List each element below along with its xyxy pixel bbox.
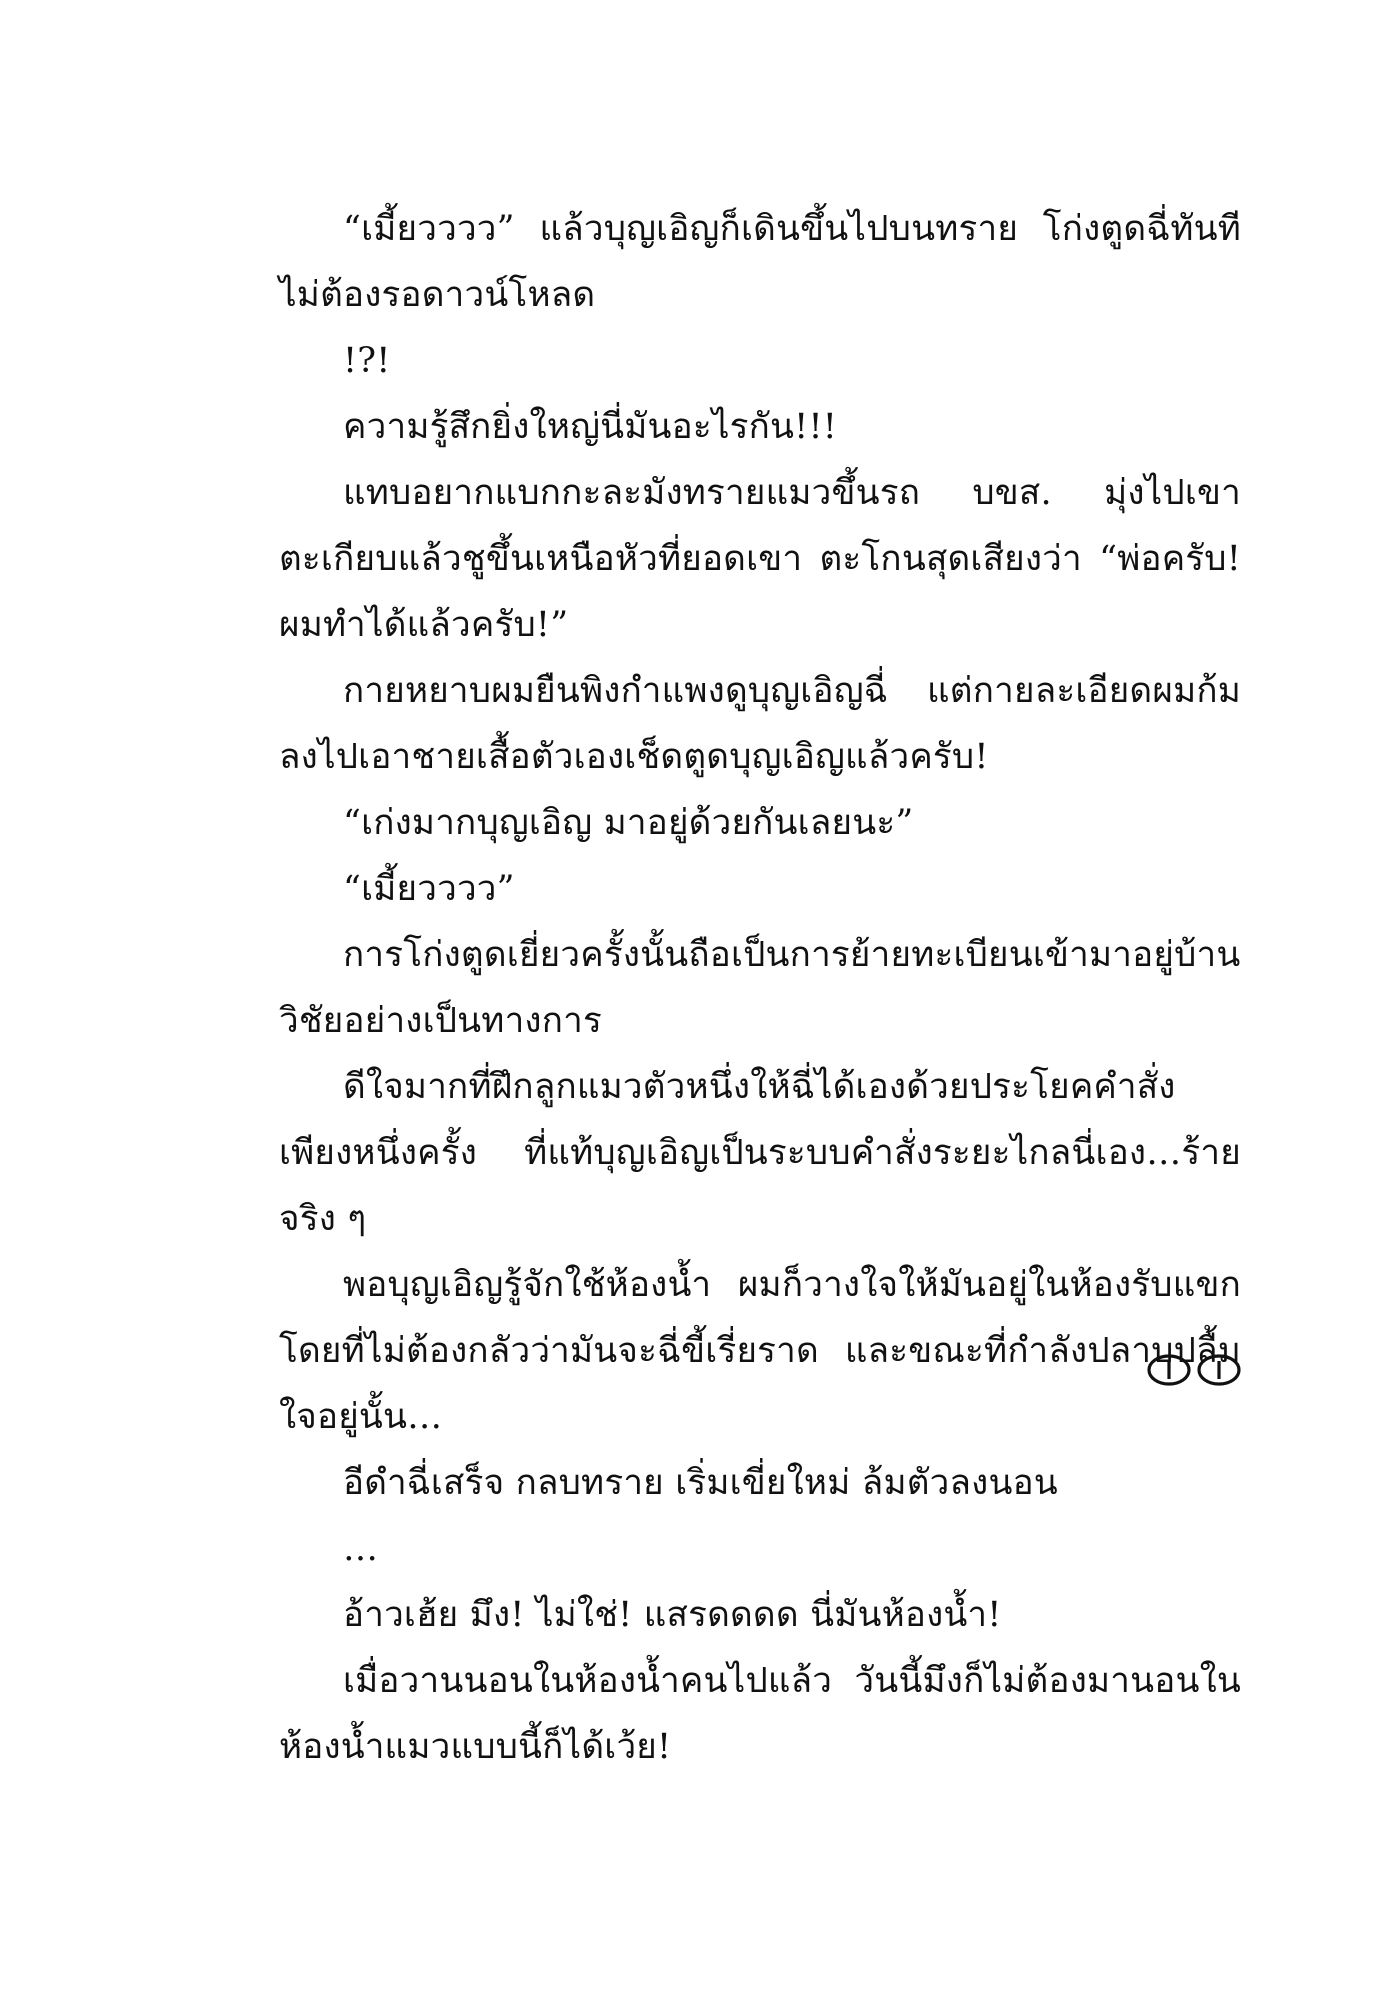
paragraph-13: อ้าวเฮ้ย มึง! ไม่ใช่! แสรดดดด นี่มันห้องน้ำ! [343, 1595, 1002, 1635]
paragraph-1: “เมี้ยวววว” แล้วบุญเอิญก็เดินขึ้นไปบนทราย โก่งตูดฉี่ทันทีไม่ต้องรอดาวน์โหลด [279, 209, 1241, 315]
paragraph-11: อีดำฉี่เสร็จ กลบทราย เริ่มเขี่ยใหม่ ล้มตัวลงนอน [343, 1463, 1058, 1503]
paragraph-14: เมื่อวานนอนในห้องน้ำคนไปแล้ว วันนี้มึงก็ไม่ต้องมานอนในห้องน้ำแมวแบบนี้ก็ได้เว้ย! [279, 1661, 1241, 1767]
paragraph-9: ดีใจมากที่ฝึกลูกแมวตัวหนึ่งให้ฉี่ได้เองด้วยประโยคคำสั่งเพียงหนึ่งครั้ง ที่แท้บุญเอิญเป็นระบบคำสั่งระยะไกลนี่เอง…ร้ายจริง ๆ [279, 1067, 1241, 1239]
paragraph-7: “เมี้ยวววว” [343, 869, 515, 909]
page-number [1145, 1352, 1245, 1388]
body-text [279, 196, 1241, 1780]
paragraph-8: การโก่งตูดเยี่ยวครั้งนั้นถือเป็นการย้ายทะเบียนเข้ามาอยู่บ้านวิชัยอย่างเป็นทางการ [279, 935, 1241, 1041]
paragraph-6: “เก่งมากบุญเอิญ มาอยู่ด้วยกันเลยนะ” [343, 803, 914, 843]
paragraph-12: … [343, 1529, 379, 1569]
paragraph-5: กายหยาบผมยืนพิงกำแพงดูบุญเอิญฉี่ แต่กายละเอียดผมก้มลงไปเอาชายเสื้อตัวเองเช็ดตูดบุญเอิญแล้วครับ! [279, 671, 1241, 777]
paragraph-10: พอบุญเอิญรู้จักใช้ห้องน้ำ ผมก็วางใจให้มันอยู่ในห้องรับแขกโดยที่ไม่ต้องกลัวว่ามันจะฉี่ขี้เรี่ยราด และขณะที่กำลังปลาบปลื้มใจอยู่นั้น… [279, 1265, 1241, 1437]
paragraph-2: !?! [343, 341, 391, 381]
page-number-digit-1 [1149, 1356, 1189, 1384]
page-number-digit-2 [1199, 1356, 1239, 1384]
paragraph-4: แทบอยากแบกกะละมังทรายแมวขึ้นรถ บขส. มุ่งไปเขาตะเกียบแล้วชูขึ้นเหนือหัวที่ยอดเขา ตะโกนสุดเสียงว่า “พ่อครับ! ผมทำได้แล้วครับ!” [279, 473, 1241, 645]
paragraph-3: ความรู้สึกยิ่งใหญ่นี่มันอะไรกัน!!! [343, 407, 837, 447]
